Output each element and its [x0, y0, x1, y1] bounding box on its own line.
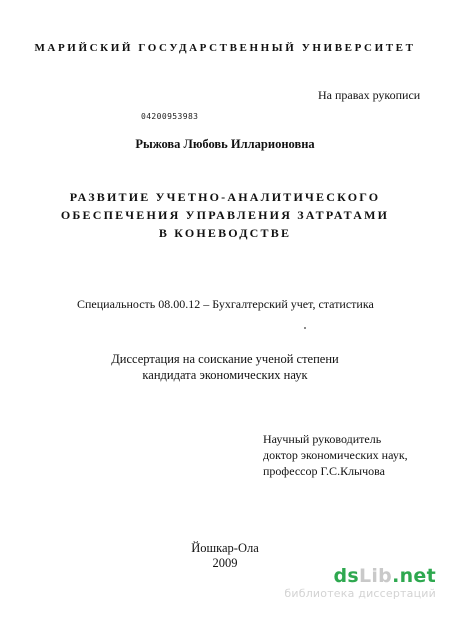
manuscript-rights-note: На правах рукописи [318, 88, 421, 102]
dissertation-title [0, 188, 450, 242]
title-line-1: РАЗВИТИЕ УЧЕТНО-АНАЛИТИЧЕСКОГО [69, 190, 381, 204]
dslib-logo [284, 565, 436, 587]
year: 2009 [212, 556, 238, 570]
logo-ds-text: ds [333, 565, 359, 587]
stray-dot [304, 327, 306, 329]
logo-lib-text: Lib [358, 565, 393, 587]
advisor-line-1: Научный руководитель [263, 432, 382, 446]
advisor-line-3: профессор Г.С.Клычова [263, 464, 385, 478]
author-name: Рыжова Любовь Илларионовна [135, 137, 315, 151]
degree-line-2: кандидата экономических наук [142, 368, 308, 382]
specialty-line: Специальность 08.00.12 – Бухгалтерский учет, статистика [77, 297, 374, 311]
dslib-watermark [284, 565, 436, 600]
watermark-tagline: библиотека диссертаций [284, 587, 436, 600]
advisor-line-2: доктор экономических наук, [263, 448, 408, 462]
title-line-3: В КОНЕВОДСТВЕ [158, 226, 292, 240]
title-line-2: ОБЕСПЕЧЕНИЯ УПРАВЛЕНИЯ ЗАТРАТАМИ [60, 208, 390, 222]
university-name: МАРИЙСКИЙ ГОСУДАРСТВЕННЫЙ УНИВЕРСИТЕТ [34, 42, 416, 54]
city: Йошкар-Ола [191, 541, 259, 555]
logo-net-text: .net [392, 565, 436, 587]
degree-line-1: Диссертация на соискание ученой степени [111, 352, 339, 366]
document-code: 04200953983 [141, 112, 199, 121]
scientific-advisor [263, 431, 408, 479]
degree-statement [0, 351, 450, 383]
